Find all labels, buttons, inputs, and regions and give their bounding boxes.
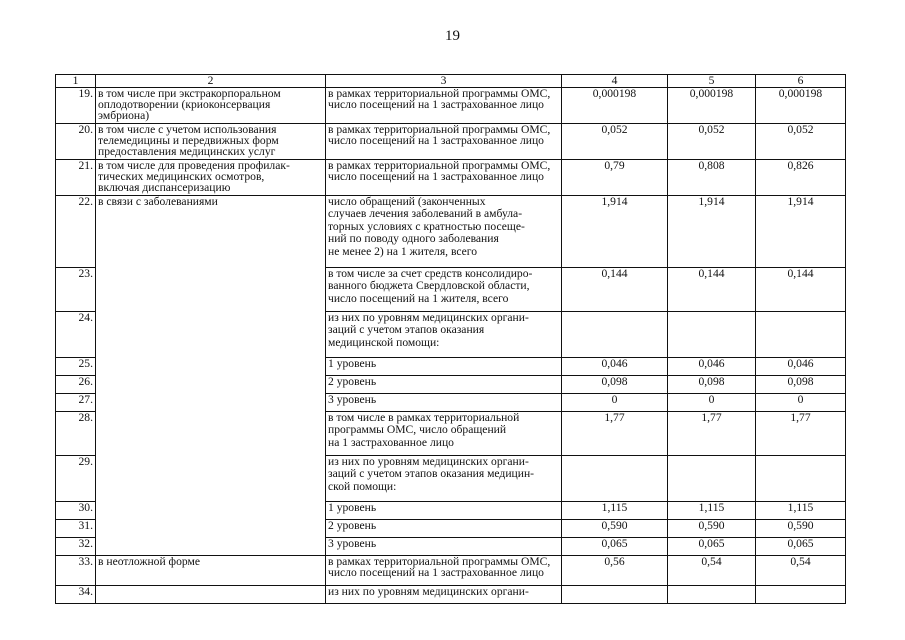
row-number: 32. <box>56 538 96 556</box>
table-row <box>56 556 846 586</box>
row-value-6: 0,052 <box>756 124 846 160</box>
row-value-4: 0,144 <box>562 268 668 312</box>
row-value-4: 1,914 <box>562 196 668 268</box>
row-indicator: 2 уровень <box>326 520 562 538</box>
table-row <box>56 88 846 124</box>
row-number: 22. <box>56 196 96 268</box>
row-value-5: 0,052 <box>668 124 756 160</box>
data-table <box>55 74 846 604</box>
row-value-5 <box>668 456 756 502</box>
row-value-6 <box>756 586 846 604</box>
row-value-6 <box>756 456 846 502</box>
row-number: 20. <box>56 124 96 160</box>
row-number: 30. <box>56 502 96 520</box>
row-number: 29. <box>56 456 96 502</box>
header-row <box>56 75 846 88</box>
row-value-4: 1,77 <box>562 412 668 456</box>
row-value-4: 0,56 <box>562 556 668 586</box>
header-col-6: 6 <box>756 75 846 88</box>
row-category <box>96 586 326 604</box>
header-col-5: 5 <box>668 75 756 88</box>
row-value-5 <box>668 312 756 358</box>
row-number: 21. <box>56 160 96 196</box>
row-category: в том числе при экстракорпоральном оплодотворении (криоконсервация эмбриона) <box>96 88 326 124</box>
row-number: 23. <box>56 268 96 312</box>
row-value-4: 0,590 <box>562 520 668 538</box>
row-indicator: в рамках территориальной программы ОМС, число посещений на 1 застрахованное лицо <box>326 88 562 124</box>
row-category: в том числе для проведения профилак- тических медицинских осмотров, включая диспансеризацию <box>96 160 326 196</box>
row-number: 27. <box>56 394 96 412</box>
header-col-1: 1 <box>56 75 96 88</box>
row-value-5: 0,046 <box>668 358 756 376</box>
row-value-6: 0,065 <box>756 538 846 556</box>
row-value-6 <box>756 312 846 358</box>
row-value-6: 0,590 <box>756 520 846 538</box>
row-value-4: 0,046 <box>562 358 668 376</box>
row-value-5: 1,914 <box>668 196 756 268</box>
row-value-5: 0,144 <box>668 268 756 312</box>
header-col-4: 4 <box>562 75 668 88</box>
row-indicator: в рамках территориальной программы ОМС, число посещений на 1 застрахованное лицо <box>326 556 562 586</box>
row-value-4: 0,065 <box>562 538 668 556</box>
row-number: 25. <box>56 358 96 376</box>
row-indicator: 2 уровень <box>326 376 562 394</box>
row-value-6: 1,115 <box>756 502 846 520</box>
row-indicator: число обращений (законченных случаев лечения заболеваний в амбула- торных условиях с кратностью посеще- ний по поводу одного заболевания не менее 2) на 1 жителя, всего <box>326 196 562 268</box>
row-value-5 <box>668 586 756 604</box>
row-value-4: 0,098 <box>562 376 668 394</box>
row-value-4: 1,115 <box>562 502 668 520</box>
row-number: 28. <box>56 412 96 456</box>
row-value-6: 0,000198 <box>756 88 846 124</box>
row-number: 24. <box>56 312 96 358</box>
row-indicator: 3 уровень <box>326 538 562 556</box>
row-value-6: 0,098 <box>756 376 846 394</box>
row-indicator: из них по уровням медицинских органи- <box>326 586 562 604</box>
row-value-4: 0,000198 <box>562 88 668 124</box>
table-row <box>56 586 846 604</box>
row-value-6: 1,914 <box>756 196 846 268</box>
header-col-3: 3 <box>326 75 562 88</box>
row-value-6: 0,54 <box>756 556 846 586</box>
row-value-5: 0,000198 <box>668 88 756 124</box>
row-category: в том числе с учетом использования телемедицины и передвижных форм предоставления медицинских услуг <box>96 124 326 160</box>
row-indicator: в том числе в рамках территориальной программы ОМС, число обращений на 1 застрахованное лицо <box>326 412 562 456</box>
row-indicator: в рамках территориальной программы ОМС, число посещений на 1 застрахованное лицо <box>326 124 562 160</box>
row-category: в связи с заболеваниями <box>96 196 326 556</box>
header-col-2: 2 <box>96 75 326 88</box>
row-value-5: 1,115 <box>668 502 756 520</box>
row-value-6: 1,77 <box>756 412 846 456</box>
row-value-5: 0,54 <box>668 556 756 586</box>
row-indicator: 1 уровень <box>326 358 562 376</box>
row-value-4: 0,79 <box>562 160 668 196</box>
row-value-4 <box>562 456 668 502</box>
row-value-5: 0,065 <box>668 538 756 556</box>
row-value-5: 0,098 <box>668 376 756 394</box>
row-number: 34. <box>56 586 96 604</box>
row-value-5: 0 <box>668 394 756 412</box>
row-number: 26. <box>56 376 96 394</box>
row-value-6: 0 <box>756 394 846 412</box>
row-indicator: из них по уровням медицинских органи- заций с учетом этапов оказания медицинской помощи: <box>326 312 562 358</box>
row-indicator: 1 уровень <box>326 502 562 520</box>
row-number: 31. <box>56 520 96 538</box>
row-value-4: 0,052 <box>562 124 668 160</box>
row-value-5: 1,77 <box>668 412 756 456</box>
row-value-5: 0,808 <box>668 160 756 196</box>
row-number: 19. <box>56 88 96 124</box>
row-value-4 <box>562 312 668 358</box>
row-indicator: в рамках территориальной программы ОМС, число посещений на 1 застрахованное лицо <box>326 160 562 196</box>
table-row <box>56 160 846 196</box>
row-value-5: 0,590 <box>668 520 756 538</box>
row-value-6: 0,826 <box>756 160 846 196</box>
table-row <box>56 124 846 160</box>
table-row <box>56 196 846 268</box>
page-number: 19 <box>445 28 460 44</box>
row-value-6: 0,144 <box>756 268 846 312</box>
row-indicator: в том числе за счет средств консолидиро- ванного бюджета Свердловской области, число посещений на 1 жителя, всего <box>326 268 562 312</box>
row-category: в неотложной форме <box>96 556 326 586</box>
row-value-6: 0,046 <box>756 358 846 376</box>
row-indicator: из них по уровням медицинских органи- заций с учетом этапов оказания медицин- ской помощи: <box>326 456 562 502</box>
row-value-4 <box>562 586 668 604</box>
row-value-4: 0 <box>562 394 668 412</box>
row-indicator: 3 уровень <box>326 394 562 412</box>
row-number: 33. <box>56 556 96 586</box>
